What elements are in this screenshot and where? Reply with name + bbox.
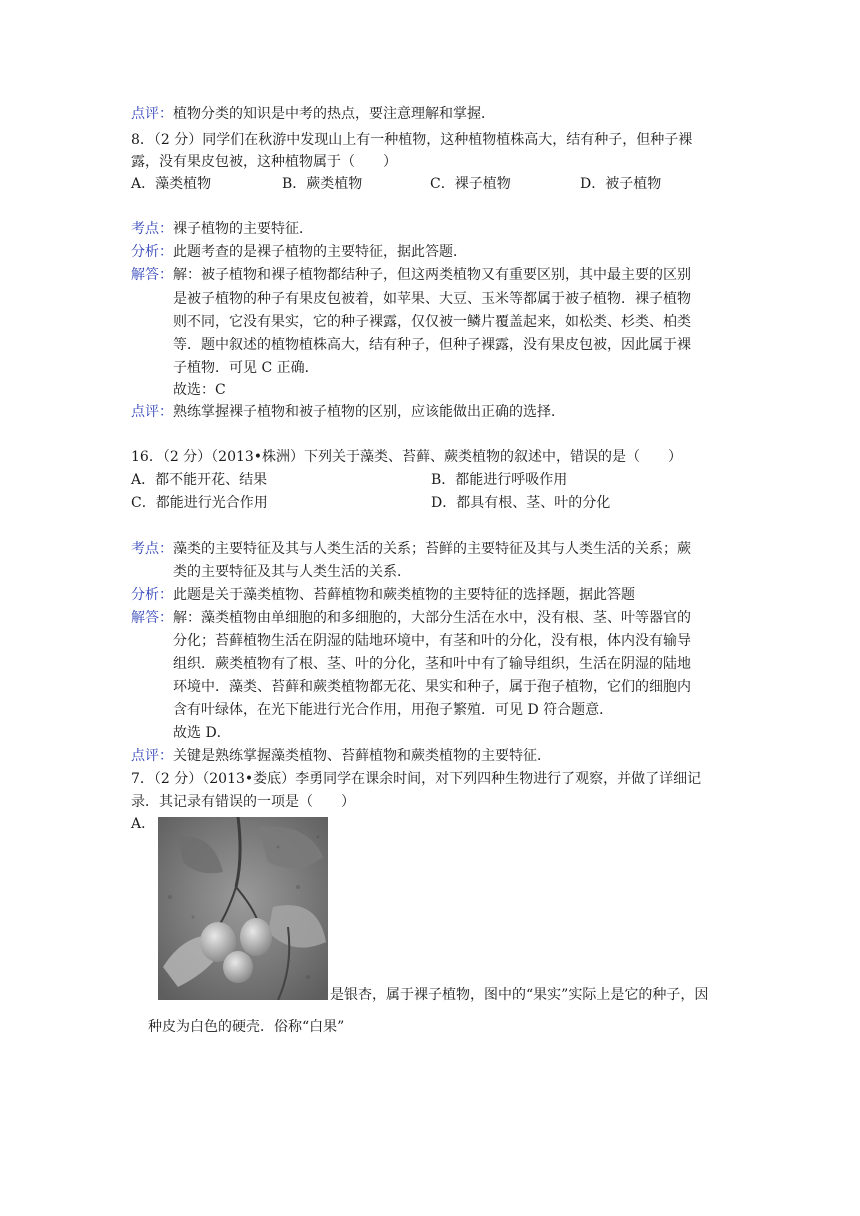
q16-stem: 16．（2 分）（2013•株洲）下列关于藻类、苔藓、蕨类植物的叙述中，错误的是（ ） xyxy=(131,449,683,465)
q8-answer-line2: 是被子植物的种子有果皮包被着，如苹果、大豆、玉米等都属于被子植物．裸子植物 xyxy=(173,291,691,307)
q16-point-line1 xyxy=(131,538,691,560)
q8-analysis xyxy=(131,241,467,263)
q16-option-a: A．都不能开花、结果 xyxy=(131,472,268,488)
q7-stem-line2: 录．其记录有错误的一项是（ ） xyxy=(131,794,355,810)
q16-answer-line1 xyxy=(131,607,691,629)
answer-text: 解：藻类植物由单细胞的和多细胞的，大部分生活在水中，没有根、茎、叶等器官的 xyxy=(173,610,691,626)
comment-text: 植物分类的知识是中考的热点，要注意理解和掌握． xyxy=(173,106,495,122)
q7-option-a-label: A． xyxy=(131,816,156,832)
comment-label: 点评： xyxy=(131,404,173,420)
analysis-label: 分析： xyxy=(131,244,173,260)
q16-answer-line2: 分化；苔藓植物生活在阴湿的陆地环境中，有茎和叶的分化，没有根，体内没有输导 xyxy=(173,633,691,649)
q8-answer-line6: 故选：C xyxy=(173,382,226,398)
q8-comment xyxy=(131,401,565,423)
q7-option-a-text: 是银杏，属于裸子植物，图中的“果实”实际上是它的种子，因 xyxy=(330,987,709,1003)
q16-option-b: B．都能进行呼吸作用 xyxy=(431,472,568,488)
q8-answer-line4: 等．题中叙述的植物植株高大，结有种子，但种子裸露，没有果皮包被，因此属于裸 xyxy=(173,337,691,353)
q16-answer-line5: 含有叶绿体，在光下能进行光合作用，用孢子繁殖．可见 D 符合题意． xyxy=(173,702,614,718)
q8-option-b: B．蕨类植物 xyxy=(282,176,363,192)
q8-answer-line5: 子植物．可见 C 正确． xyxy=(173,360,319,376)
comment-label: 点评： xyxy=(131,106,173,122)
answer-label: 解答： xyxy=(131,610,173,626)
analysis-label: 分析： xyxy=(131,587,173,603)
q8-stem-line2: 露，没有果皮包被，这种植物属于（ ） xyxy=(131,154,397,170)
prev-comment xyxy=(131,103,495,125)
q16-answer-line6: 故选 D． xyxy=(173,725,231,741)
q8-answer-line3: 则不同，它没有果实，它的种子裸露，仅仅被一鳞片覆盖起来，如松类、杉类、柏类 xyxy=(173,314,691,330)
q7-stem-line1: 7．（2 分）（2013•娄底）李勇同学在课余时间，对下列四种生物进行了观察，并做了详细记 xyxy=(131,771,702,787)
q16-point-line2: 类的主要特征及其与人类生活的关系． xyxy=(173,564,411,580)
analysis-text: 此题是关于藻类植物、苔藓植物和蕨类植物的主要特征的选择题，据此答题 xyxy=(173,587,635,603)
q8-answer-line1 xyxy=(131,264,691,286)
q16-comment xyxy=(131,745,551,767)
q16-option-c: C．都能进行光合作用 xyxy=(131,495,268,511)
q16-answer-line4: 环境中．藻类、苔藓和蕨类植物都无花、果实和种子，属于孢子植物，它们的细胞内 xyxy=(173,679,691,695)
q7-option-a-text-line2: 种皮为白色的硬壳．俗称“白果” xyxy=(148,1019,345,1035)
q16-option-d: D．都具有根、茎、叶的分化 xyxy=(431,495,611,511)
q8-option-c: C．裸子植物 xyxy=(430,176,511,192)
point-text: 裸子植物的主要特征． xyxy=(173,221,313,237)
q8-option-d: D．被子植物 xyxy=(580,176,662,192)
analysis-text: 此题考查的是裸子植物的主要特征，据此答题． xyxy=(173,244,467,260)
q16-answer-line3: 组织．蕨类植物有了根、茎、叶的分化，茎和叶中有了输导组织，生活在阴湿的陆地 xyxy=(173,656,691,672)
comment-text: 熟练掌握裸子植物和被子植物的区别，应该能做出正确的选择． xyxy=(173,404,565,420)
comment-label: 点评： xyxy=(131,748,173,764)
point-text: 藻类的主要特征及其与人类生活的关系；苔鲜的主要特征及其与人类生活的关系；蕨 xyxy=(173,541,691,557)
point-label: 考点： xyxy=(131,221,173,237)
answer-text: 解：被子植物和裸子植物都结种子，但这两类植物又有重要区别，其中最主要的区别 xyxy=(173,267,691,283)
comment-text: 关键是熟练掌握藻类植物、苔藓植物和蕨类植物的主要特征． xyxy=(173,748,551,764)
ginkgo-photo-icon xyxy=(158,817,328,1000)
q8-option-a: A．藻类植物 xyxy=(131,176,212,192)
q8-stem-line1: 8．（2 分）同学们在秋游中发现山上有一种植物，这种植物植株高大，结有种子，但种子裸 xyxy=(131,132,693,148)
q8-point xyxy=(131,218,313,240)
answer-label: 解答： xyxy=(131,267,173,283)
point-label: 考点： xyxy=(131,541,173,557)
q16-analysis xyxy=(131,584,635,606)
